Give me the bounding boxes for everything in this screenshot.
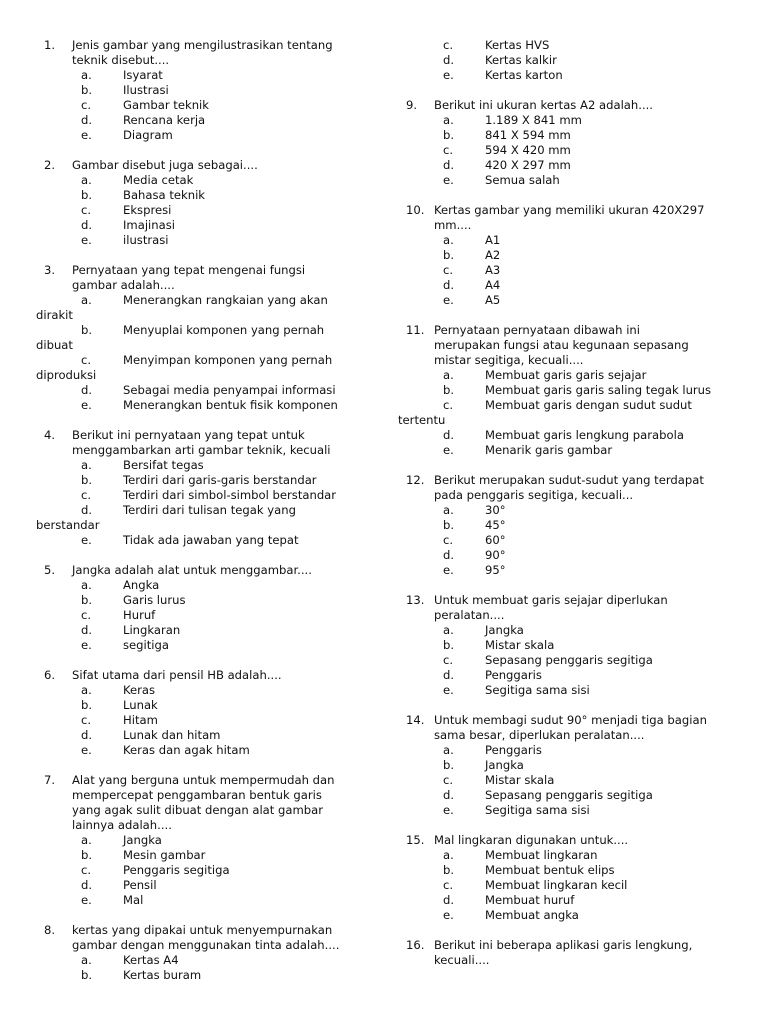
question-number: 11. [406, 323, 425, 337]
question-item [398, 98, 738, 188]
option-text: 841 X 594 mm [485, 128, 571, 142]
answer-option [398, 683, 738, 698]
answer-option [398, 293, 738, 308]
option-text: Bahasa teknik [123, 188, 206, 202]
answer-option [36, 458, 366, 473]
option-letter: b. [443, 383, 455, 397]
option-letter: d. [443, 893, 455, 907]
option-letter: d. [443, 428, 455, 442]
question-stem: Berikut merupakan sudut-sudut yang terdapat pada penggaris segitiga, kecuali... [434, 473, 704, 502]
option-text: 95° [485, 563, 506, 577]
option-text: Terdiri dari simbol-simbol berstandar [123, 488, 337, 502]
option-letter: b. [81, 968, 93, 982]
answer-option [398, 668, 738, 683]
question-item [398, 473, 738, 578]
answer-option [398, 743, 738, 758]
option-text: Membuat garis dengan sudut sudut [485, 398, 692, 412]
option-letter: e. [443, 803, 454, 817]
option-letter: d. [81, 503, 93, 517]
option-letter: e. [81, 128, 92, 142]
option-text: Menyimpan komponen yang pernah [123, 353, 333, 367]
option-text: Jangka [485, 623, 524, 637]
question-8-continuation [398, 38, 738, 83]
option-text: Membuat lingkaran kecil [485, 878, 628, 892]
option-text: A5 [485, 293, 501, 307]
option-letter: a. [81, 458, 92, 472]
option-letter: a. [81, 293, 92, 307]
answer-option [36, 398, 366, 413]
option-text: Penggaris segitiga [123, 863, 230, 877]
option-text: Media cetak [123, 173, 194, 187]
option-letter: b. [81, 698, 93, 712]
option-letter: c. [81, 608, 92, 622]
option-text: A4 [485, 278, 501, 292]
option-letter: a. [443, 743, 454, 757]
question-stem: Sifat utama dari pensil HB adalah.... [72, 668, 282, 682]
option-letter: a. [443, 113, 454, 127]
option-letter: b. [443, 638, 455, 652]
answer-option [36, 623, 366, 638]
option-letter: c. [443, 653, 454, 667]
question-item [36, 158, 366, 248]
option-text: Segitiga sama sisi [485, 683, 590, 697]
option-text: Keras [123, 683, 156, 697]
answer-option [36, 233, 366, 248]
option-letter: c. [443, 878, 454, 892]
option-text: ilustrasi [123, 233, 169, 247]
left-column [36, 38, 366, 998]
option-text: segitiga [123, 638, 169, 652]
option-text: Gambar teknik [123, 98, 209, 112]
option-letter: b. [81, 593, 93, 607]
option-letter: e. [443, 443, 454, 457]
question-stem: Untuk membagi sudut 90° menjadi tiga bagian sama besar, diperlukan peralatan.... [434, 713, 707, 742]
option-text: Jangka [485, 758, 524, 772]
option-text: A1 [485, 233, 501, 247]
answer-option [398, 848, 738, 863]
option-text: Garis lurus [123, 593, 186, 607]
option-letter: c. [81, 203, 92, 217]
option-text: Membuat garis garis saling tegak lurus [485, 383, 712, 397]
option-text: Terdiri dari garis-garis berstandar [123, 473, 317, 487]
question-stem: Berikut ini beberapa aplikasi garis lengkung, kecuali.... [434, 938, 693, 967]
answer-option [398, 788, 738, 803]
question-number: 10. [406, 203, 425, 217]
option-text: Sebagai media penyampai informasi [123, 383, 336, 397]
answer-option [36, 728, 366, 743]
answer-option [398, 158, 738, 173]
option-text: Segitiga sama sisi [485, 803, 590, 817]
option-text: 420 X 297 mm [485, 158, 571, 172]
option-text: Mal [123, 893, 144, 907]
option-letter: a. [81, 833, 92, 847]
option-text: 30° [485, 503, 506, 517]
answer-option [36, 593, 366, 608]
option-letter: e. [81, 398, 92, 412]
question-stem: Gambar disebut juga sebagai.... [72, 158, 258, 172]
option-text: Tidak ada jawaban yang tepat [123, 533, 299, 547]
option-letter: a. [443, 368, 454, 382]
option-text: Diagram [123, 128, 173, 142]
right-column [398, 38, 738, 983]
option-letter: a. [81, 578, 92, 592]
option-text: Sepasang penggaris segitiga [485, 653, 653, 667]
answer-option [398, 893, 738, 908]
option-text: Keras dan agak hitam [123, 743, 250, 757]
answer-option [36, 743, 366, 758]
option-letter: a. [443, 623, 454, 637]
option-text-continuation: tertentu [398, 413, 446, 427]
option-text: Terdiri dari tulisan tegak yang [123, 503, 296, 517]
option-letter: b. [81, 83, 93, 97]
answer-option [398, 398, 738, 413]
question-number: 9. [406, 98, 418, 112]
option-letter: b. [443, 248, 455, 262]
option-text: Kertas kalkir [485, 53, 557, 67]
option-letter: b. [81, 473, 93, 487]
question-number: 8. [44, 923, 56, 937]
option-text: Membuat garis lengkung parabola [485, 428, 684, 442]
answer-option [36, 83, 366, 98]
question-number: 4. [44, 428, 56, 442]
option-text: Membuat bentuk elips [485, 863, 615, 877]
question-item [36, 563, 366, 653]
answer-option [398, 623, 738, 638]
answer-option [36, 128, 366, 143]
answer-option [36, 293, 366, 308]
option-text: Semua salah [485, 173, 560, 187]
option-letter: e. [443, 68, 454, 82]
answer-option [398, 173, 738, 188]
question-stem: Jenis gambar yang mengilustrasikan tentang teknik disebut.... [72, 38, 333, 67]
question-stem: Jangka adalah alat untuk menggambar.... [72, 563, 312, 577]
question-item [398, 593, 738, 698]
answer-option [398, 248, 738, 263]
answer-option [398, 533, 738, 548]
option-letter: a. [81, 173, 92, 187]
question-stem: Kertas gambar yang memiliki ukuran 420X297 mm.... [434, 203, 705, 232]
question-item [36, 428, 366, 548]
answer-option [36, 608, 366, 623]
question-item [36, 38, 366, 143]
answer-option [398, 263, 738, 278]
question-number: 3. [44, 263, 56, 277]
question-number: 5. [44, 563, 56, 577]
answer-option [36, 473, 366, 488]
option-letter: d. [443, 548, 455, 562]
option-letter: e. [81, 233, 92, 247]
option-letter: d. [81, 383, 93, 397]
answer-option [398, 653, 738, 668]
option-text: 1.189 X 841 mm [485, 113, 582, 127]
option-text: Membuat angka [485, 908, 579, 922]
answer-option [36, 578, 366, 593]
question-stem: Berikut ini pernyataan yang tepat untuk menggambarkan arti gambar teknik, kecuali [72, 428, 331, 457]
option-letter: d. [443, 788, 455, 802]
answer-option [398, 428, 738, 443]
option-text-continuation: dibuat [36, 338, 73, 352]
option-text: Mesin gambar [123, 848, 206, 862]
answer-option [36, 173, 366, 188]
answer-option [398, 518, 738, 533]
answer-option [36, 683, 366, 698]
question-stem: Mal lingkaran digunakan untuk.... [434, 833, 629, 847]
question-item [36, 263, 366, 413]
option-text: Menerangkan bentuk fisik komponen [123, 398, 338, 412]
option-letter: b. [81, 323, 93, 337]
answer-option [36, 383, 366, 398]
option-text: Lingkaran [123, 623, 181, 637]
option-letter: b. [81, 188, 93, 202]
option-text: Jangka [123, 833, 162, 847]
answer-option [36, 113, 366, 128]
answer-option [398, 38, 738, 53]
option-text: 90° [485, 548, 506, 562]
option-text-continuation: diproduksi [36, 368, 97, 382]
answer-option [36, 833, 366, 848]
option-text: Lunak dan hitam [123, 728, 221, 742]
question-number: 1. [44, 38, 56, 52]
answer-option [36, 863, 366, 878]
option-letter: c. [81, 713, 92, 727]
option-text: Mistar skala [485, 638, 555, 652]
option-text: Sepasang penggaris segitiga [485, 788, 653, 802]
answer-option [398, 383, 738, 398]
option-text: Hitam [123, 713, 158, 727]
option-letter: e. [443, 683, 454, 697]
option-text: Menarik garis gambar [485, 443, 613, 457]
answer-option [36, 218, 366, 233]
question-item [398, 323, 738, 458]
question-number: 7. [44, 773, 56, 787]
option-text: Lunak [123, 698, 158, 712]
answer-option [36, 638, 366, 653]
question-stem: kertas yang dipakai untuk menyempurnakan gambar dengan menggunakan tinta adalah.... [72, 923, 340, 952]
option-text: Membuat huruf [485, 893, 575, 907]
option-letter: d. [81, 113, 93, 127]
question-item [36, 923, 366, 983]
option-text: Menyuplai komponen yang pernah [123, 323, 325, 337]
answer-option [398, 233, 738, 248]
question-item [398, 713, 738, 818]
option-letter: c. [443, 533, 454, 547]
option-text: Membuat lingkaran [485, 848, 598, 862]
answer-option [398, 803, 738, 818]
question-item [36, 668, 366, 758]
answer-option [398, 863, 738, 878]
option-text: Angka [123, 578, 160, 592]
option-text: Kertas HVS [485, 38, 550, 52]
option-text: Kertas A4 [123, 953, 179, 967]
answer-option [398, 113, 738, 128]
answer-option [36, 203, 366, 218]
answer-option [398, 638, 738, 653]
question-number: 14. [406, 713, 425, 727]
option-letter: c. [443, 773, 454, 787]
option-letter: b. [443, 518, 455, 532]
answer-option [36, 848, 366, 863]
option-letter: b. [81, 848, 93, 862]
question-stem: Alat yang berguna untuk mempermudah dan mempercepat penggambaran bentuk garis yang agak sulit dibuat dengan alat gambar lainnya adalah.... [72, 773, 335, 832]
question-number: 12. [406, 473, 425, 487]
answer-option [398, 443, 738, 458]
option-letter: c. [443, 263, 454, 277]
option-letter: d. [81, 878, 93, 892]
option-letter: b. [443, 758, 455, 772]
answer-option [398, 503, 738, 518]
option-letter: c. [81, 353, 92, 367]
option-letter: e. [443, 173, 454, 187]
option-letter: c. [443, 398, 454, 412]
option-text: Kertas buram [123, 968, 202, 982]
answer-option [36, 968, 366, 983]
option-letter: e. [81, 893, 92, 907]
option-letter: e. [443, 293, 454, 307]
option-text: Rencana kerja [123, 113, 206, 127]
option-text: Mistar skala [485, 773, 555, 787]
answer-option [398, 68, 738, 83]
option-letter: c. [443, 38, 454, 52]
question-item [36, 773, 366, 908]
answer-option [398, 53, 738, 68]
option-text: 60° [485, 533, 506, 547]
option-text: Ilustrasi [123, 83, 169, 97]
answer-option [398, 128, 738, 143]
option-letter: a. [81, 683, 92, 697]
answer-option [36, 713, 366, 728]
option-letter: d. [81, 218, 93, 232]
question-number: 15. [406, 833, 425, 847]
option-letter: b. [443, 863, 455, 877]
answer-option [398, 758, 738, 773]
option-text: Penggaris [485, 668, 542, 682]
option-letter: d. [443, 158, 455, 172]
answer-option [36, 893, 366, 908]
option-letter: e. [81, 638, 92, 652]
answer-option [398, 278, 738, 293]
option-letter: e. [443, 563, 454, 577]
question-stem: Pernyataan yang tepat mengenai fungsi gambar adalah.... [72, 263, 306, 292]
option-text-continuation: berstandar [36, 518, 100, 532]
option-letter: a. [443, 503, 454, 517]
option-letter: e. [81, 533, 92, 547]
question-stem: Berikut ini ukuran kertas A2 adalah.... [434, 98, 653, 112]
option-text: Ekspresi [123, 203, 172, 217]
option-letter: a. [81, 68, 92, 82]
answer-option [398, 878, 738, 893]
option-text-continuation: dirakit [36, 308, 73, 322]
answer-option [398, 548, 738, 563]
question-number: 2. [44, 158, 56, 172]
answer-option [36, 323, 366, 338]
answer-option [36, 533, 366, 548]
option-letter: d. [443, 668, 455, 682]
option-text: Isyarat [123, 68, 163, 82]
option-letter: c. [81, 863, 92, 877]
option-letter: d. [443, 278, 455, 292]
answer-option [36, 98, 366, 113]
question-item [398, 833, 738, 923]
answer-option [36, 188, 366, 203]
answer-option [36, 698, 366, 713]
answer-option [398, 908, 738, 923]
question-number: 16. [406, 938, 425, 952]
question-item [398, 938, 738, 968]
answer-option [398, 563, 738, 578]
answer-option [36, 68, 366, 83]
option-text: Imajinasi [123, 218, 175, 232]
option-letter: e. [443, 908, 454, 922]
option-letter: e. [81, 743, 92, 757]
answer-option [36, 503, 366, 518]
option-text: A2 [485, 248, 501, 262]
option-letter: d. [81, 623, 93, 637]
question-item [398, 203, 738, 308]
answer-option [36, 878, 366, 893]
option-letter: c. [81, 98, 92, 112]
answer-option [36, 488, 366, 503]
option-text: Membuat garis garis sejajar [485, 368, 647, 382]
option-letter: a. [443, 233, 454, 247]
option-letter: b. [443, 128, 455, 142]
option-letter: c. [81, 488, 92, 502]
option-letter: d. [81, 728, 93, 742]
option-letter: c. [443, 143, 454, 157]
option-text: Huruf [123, 608, 156, 622]
option-letter: a. [443, 848, 454, 862]
option-text: Penggaris [485, 743, 542, 757]
answer-option [398, 143, 738, 158]
answer-option [36, 353, 366, 368]
option-text: Menerangkan rangkaian yang akan [123, 293, 328, 307]
option-text: 594 X 420 mm [485, 143, 571, 157]
question-stem: Pernyataan pernyataan dibawah ini merupakan fungsi atau kegunaan sepasang mistar segitiga, kecuali.... [434, 323, 689, 367]
answer-option [398, 773, 738, 788]
option-letter: a. [81, 953, 92, 967]
answer-option [36, 953, 366, 968]
option-text: Pensil [123, 878, 157, 892]
option-text: Bersifat tegas [123, 458, 204, 472]
answer-option [398, 368, 738, 383]
question-number: 6. [44, 668, 56, 682]
option-text: A3 [485, 263, 501, 277]
option-text: Kertas karton [485, 68, 563, 82]
option-letter: d. [443, 53, 455, 67]
question-stem: Untuk membuat garis sejajar diperlukan peralatan.... [434, 593, 668, 622]
option-text: 45° [485, 518, 506, 532]
question-number: 13. [406, 593, 425, 607]
